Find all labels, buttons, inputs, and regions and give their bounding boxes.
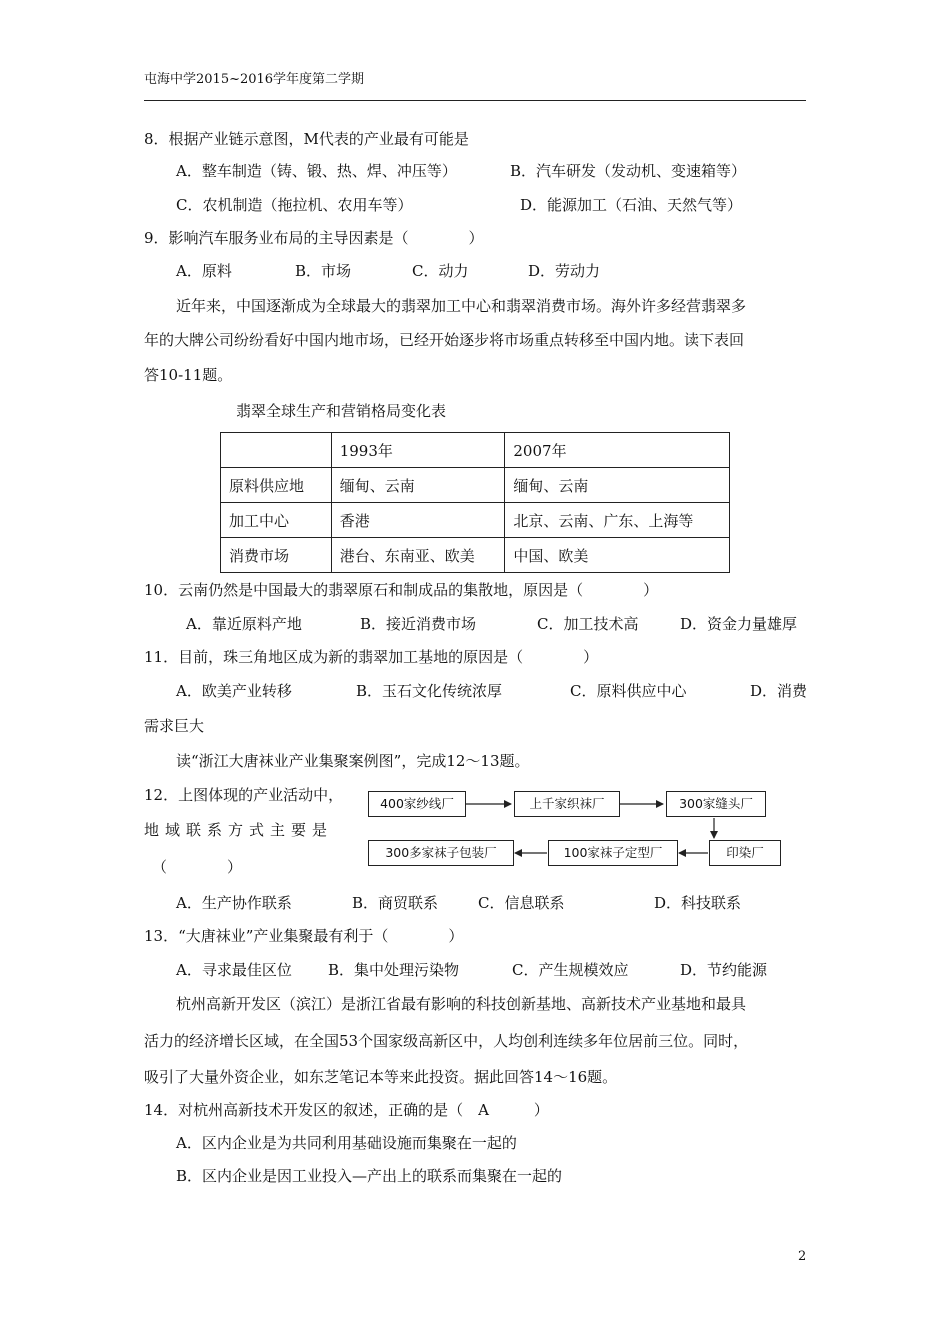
table-cell: 缅甸、云南 bbox=[505, 468, 730, 503]
q12-option-d: D．科技联系 bbox=[654, 894, 742, 912]
q8-option-b: B．汽车研发（发动机、变速箱等） bbox=[510, 162, 747, 180]
table-header-cell: 2007年 bbox=[505, 433, 730, 468]
q13-option-b: B．集中处理污染物 bbox=[328, 961, 460, 979]
q12-option-c: C．信息联系 bbox=[478, 894, 565, 912]
q10-option-b: B．接近消费市场 bbox=[360, 615, 477, 633]
q8-option-a: A．整车制造（铸、锻、热、焊、冲压等） bbox=[176, 162, 457, 180]
flow-box-dyeing-factory: 印染厂 bbox=[709, 840, 781, 866]
flow-box-sock-packaging-factory: 300多家袜子包装厂 bbox=[368, 840, 514, 866]
q8-option-c: C．农机制造（拖拉机、农用车等） bbox=[176, 196, 413, 214]
q9-option-a: A．原料 bbox=[176, 262, 232, 280]
flow-box-sock-shaping-factory: 100家袜子定型厂 bbox=[548, 840, 678, 866]
q14-option-a: A．区内企业是为共同利用基础设施而集聚在一起的 bbox=[176, 1134, 517, 1152]
q13-option-d: D．节约能源 bbox=[680, 961, 768, 979]
table-cell: 缅甸、云南 bbox=[331, 468, 505, 503]
q10-option-a: A．靠近原料产地 bbox=[186, 615, 302, 633]
q13-option-c: C．产生规模效应 bbox=[512, 961, 629, 979]
q11-option-d: D．消费 bbox=[750, 682, 808, 700]
passage2-line1: 读“浙江大唐袜业产业集聚案例图”，完成12～13题。 bbox=[176, 752, 530, 770]
flow-box-sock-weaving-factory: 上千家织袜厂 bbox=[514, 791, 620, 817]
table-cell: 消费市场 bbox=[221, 538, 332, 573]
table-header-cell: 1993年 bbox=[331, 433, 505, 468]
q11-stem: 11．目前，珠三角地区成为新的翡翠加工基地的原因是（ ） bbox=[144, 648, 599, 666]
jade-table-title: 翡翠全球生产和营销格局变化表 bbox=[236, 402, 447, 420]
table-cell: 香港 bbox=[331, 503, 505, 538]
q12-stem-line3: （ ） bbox=[152, 858, 243, 876]
q12-option-a: A．生产协作联系 bbox=[176, 894, 292, 912]
q12-stem-line2: 地域联系方式主要是 bbox=[144, 821, 334, 839]
passage3-line3: 吸引了大量外资企业，如东芝笔记本等来此投资。据此回答14～16题。 bbox=[144, 1068, 618, 1086]
table-cell: 中国、欧美 bbox=[505, 538, 730, 573]
q12-stem-line1: 12．上图体现的产业活动中， bbox=[144, 786, 344, 804]
page-header: 屯海中学2015~2016学年度第二学期 bbox=[144, 72, 365, 87]
q13-option-a: A．寻求最佳区位 bbox=[176, 961, 292, 979]
passage1-line2: 年的大牌公司纷纷看好中国内地市场，已经开始逐步将市场重点转移至中国内地。读下表回 bbox=[144, 331, 745, 349]
passage1-line3: 答10-11题。 bbox=[144, 366, 233, 384]
q8-option-d: D．能源加工（石油、天然气等） bbox=[520, 196, 743, 214]
q13-stem: 13．“大唐袜业”产业集聚最有利于（ ） bbox=[144, 927, 464, 945]
q10-option-d: D．资金力量雄厚 bbox=[680, 615, 798, 633]
flow-box-toe-seaming-factory: 300家缝头厂 bbox=[666, 791, 766, 817]
q9-option-c: C．动力 bbox=[412, 262, 469, 280]
q10-stem: 10．云南仍然是中国最大的翡翠原石和制成品的集散地，原因是（ ） bbox=[144, 581, 659, 599]
q8-stem: 8．根据产业链示意图，M代表的产业最有可能是 bbox=[144, 130, 469, 148]
flow-box-yarn-factory: 400家纱线厂 bbox=[368, 791, 466, 817]
q14-stem: 14．对杭州高新技术开发区的叙述，正确的是（ A ） bbox=[144, 1101, 549, 1119]
table-cell: 港台、东南亚、欧美 bbox=[331, 538, 505, 573]
q9-stem: 9．影响汽车服务业布局的主导因素是（ ） bbox=[144, 229, 484, 247]
q12-option-b: B．商贸联系 bbox=[352, 894, 439, 912]
passage3-line1: 杭州高新开发区（滨江）是浙江省最有影响的科技创新基地、高新技术产业基地和最具 bbox=[176, 995, 747, 1013]
q9-option-d: D．劳动力 bbox=[528, 262, 601, 280]
q9-option-b: B．市场 bbox=[295, 262, 352, 280]
q11-option-c: C．原料供应中心 bbox=[570, 682, 687, 700]
table-cell: 原料供应地 bbox=[221, 468, 332, 503]
q11-option-d-continued: 需求巨大 bbox=[144, 717, 205, 735]
passage1-line1: 近年来，中国逐渐成为全球最大的翡翠加工中心和翡翠消费市场。海外许多经营翡翠多 bbox=[176, 297, 747, 315]
passage3-line2: 活力的经济增长区域，在全国53个国家级高新区中，人均创利连续多年位居前三位。同时， bbox=[144, 1032, 749, 1050]
table-cell: 北京、云南、广东、上海等 bbox=[505, 503, 730, 538]
q11-option-a: A．欧美产业转移 bbox=[176, 682, 292, 700]
table-cell: 加工中心 bbox=[221, 503, 332, 538]
q14-option-b: B．区内企业是因工业投入—产出上的联系而集聚在一起的 bbox=[176, 1167, 563, 1185]
q11-option-b: B．玉石文化传统浓厚 bbox=[356, 682, 503, 700]
q10-option-c: C．加工技术高 bbox=[537, 615, 639, 633]
page-number: 2 bbox=[798, 1249, 807, 1264]
